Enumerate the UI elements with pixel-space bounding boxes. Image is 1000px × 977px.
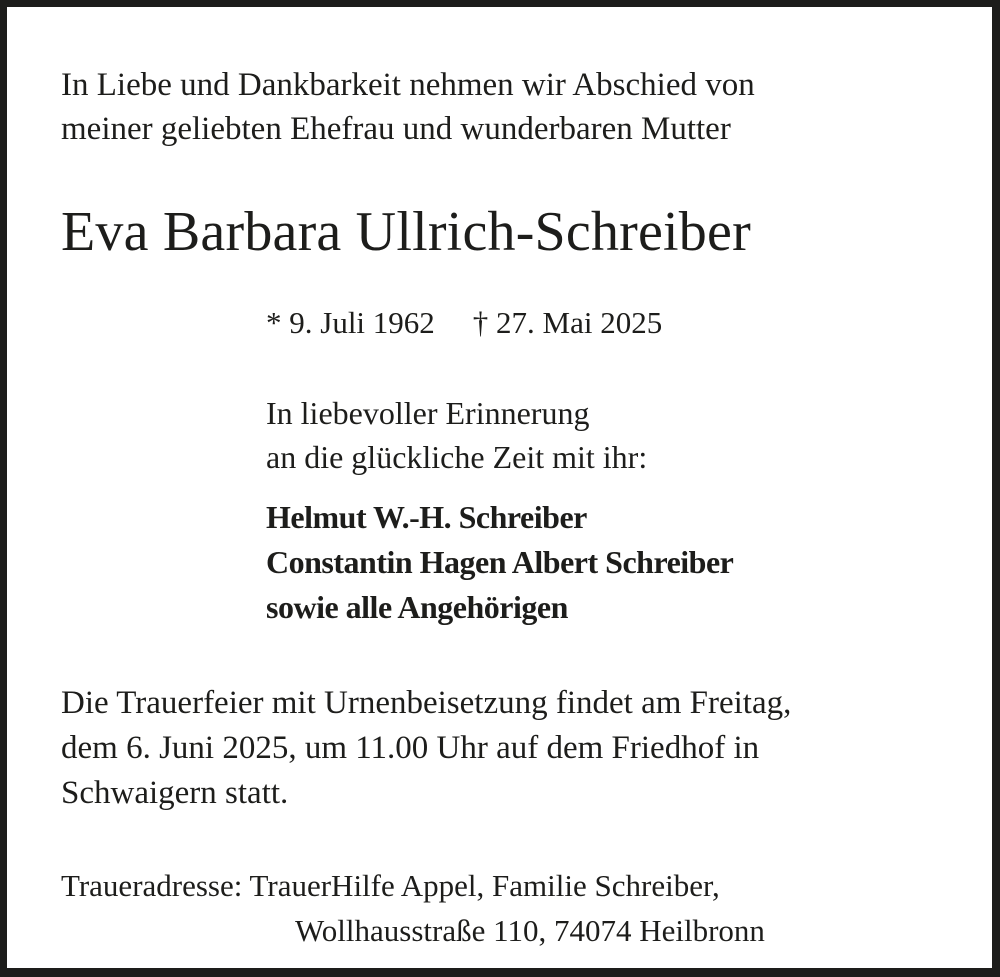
mourning-address	[61, 863, 765, 953]
intro-line: meiner geliebten Ehefrau und wunderbaren Mutter	[61, 111, 731, 147]
ceremony-line: dem 6. Juni 2025, um 11.00 Uhr auf dem Friedhof in	[61, 730, 760, 766]
mourner-name: Constantin Hagen Albert Schreiber	[266, 544, 734, 580]
address-line-1: Traueradresse: TrauerHilfe Appel, Familie Schreiber,	[61, 868, 720, 903]
birth-date: * 9. Juli 1962	[266, 305, 435, 340]
mourner-name: sowie alle Angehörigen	[266, 589, 568, 625]
remembrance-text	[266, 391, 647, 479]
intro-line: In Liebe und Dankbarkeit nehmen wir Abschied von	[61, 67, 755, 103]
remembrance-line: In liebevoller Erinnerung	[266, 395, 590, 431]
ceremony-line: Schwaigern statt.	[61, 775, 289, 811]
mourners-list	[266, 495, 733, 630]
remembrance-line: an die glückliche Zeit mit ihr:	[266, 439, 648, 475]
death-date: † 27. Mai 2025	[472, 305, 663, 340]
ceremony-line: Die Trauerfeier mit Urnenbeisetzung findet am Freitag,	[61, 685, 792, 721]
life-dates	[266, 303, 662, 343]
address-line-2: Wollhausstraße 110, 74074 Heilbronn	[295, 913, 765, 948]
ceremony-text	[61, 681, 791, 816]
deceased-name: Eva Barbara Ullrich-Schreiber	[61, 201, 751, 263]
intro-text	[61, 63, 755, 151]
mourner-name: Helmut W.-H. Schreiber	[266, 499, 587, 535]
